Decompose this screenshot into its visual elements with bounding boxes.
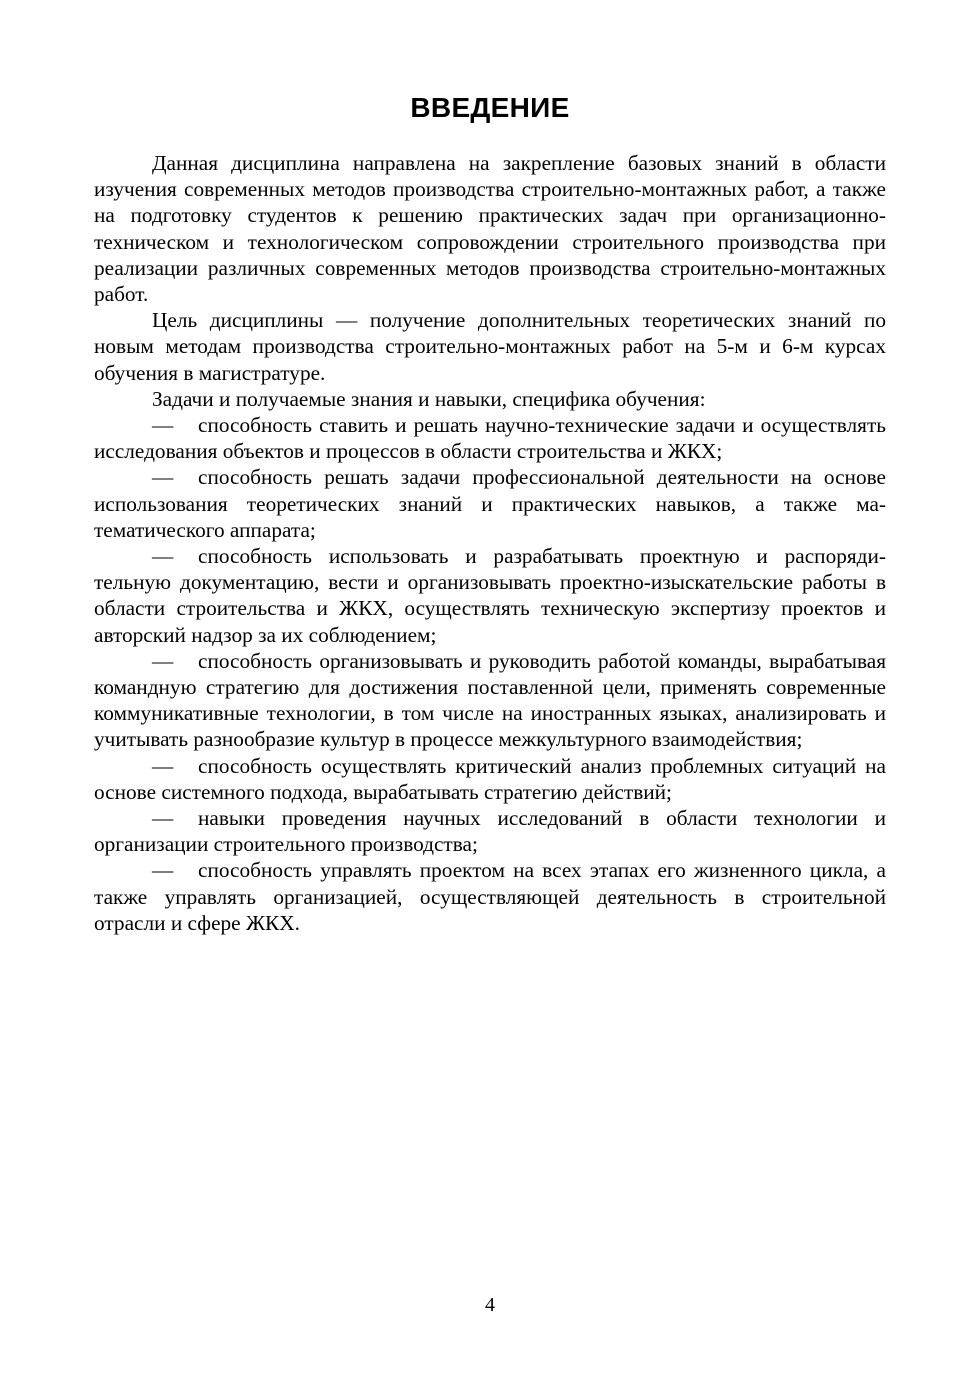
list-item-text: способность ставить и решать научно-технические задачи и осуществлять исследования объектов и процессов в области строительства и ЖКХ; (94, 413, 886, 464)
list-item-text: способность организовывать и руководить работой команды, вырабатывая командную стратегию для достижения поставленной цели, применять современные коммуникативные технологии, в том числе на иностранных языках, анализировать и учитывать разнообразие культур в процессе межкультурного взаимодействия; (94, 648, 886, 752)
list-item-text: способность решать задачи профессиональной деятельности на основе использования теоретических знаний и практических навыков, а также математического аппарата; (94, 465, 886, 542)
list-item-text: навыки проведения научных исследований в области технологии и организации строительного производства; (94, 806, 886, 857)
list-item (94, 857, 886, 936)
list-item (94, 805, 886, 857)
list-item-text: способность осуществлять критический анализ проблемных ситуаций на основе системного подхода, вырабатывать стратегию действий; (94, 753, 886, 804)
list-item (94, 412, 886, 464)
list-item (94, 543, 886, 648)
list-marker: — (152, 858, 174, 883)
document-page (94, 88, 886, 936)
list-item (94, 648, 886, 753)
page-title: ВВЕДЕНИЕ (410, 92, 570, 123)
list-item (94, 464, 886, 543)
list-marker: — (152, 413, 174, 438)
paragraph-intro: Данная дисциплина направлена на закрепление базовых знаний в области изучения современных методов производства строительно-монтажных работ, а также на подготовку студентов к решению практических задач при организационно-техническом и технологическом сопровождении строительного производства при реализации различных современных методов производства строительно-монтажных работ. (94, 151, 886, 307)
list-marker: — (152, 753, 174, 778)
list-marker: — (152, 806, 174, 831)
paragraph-goal: Цель дисциплины — получение дополнительных теоретических знаний по новым методам производства строительно-монтажных работ на 5-м и 6-м курсах обучения в магистратуре. (94, 308, 886, 385)
list-item-text: способность использовать и разрабатывать проектную и распорядительную документацию, вести и организовывать проектно-изыскательские работы в области строительства и ЖКХ, осуществлять техническую экспертизу проектов и авторский надзор за их соблюдением; (94, 544, 886, 647)
list-marker: — (152, 465, 174, 490)
list-marker: — (152, 544, 174, 569)
paragraph-tasks: Задачи и получаемые знания и навыки, специфика обучения: (152, 386, 706, 411)
list-item (94, 753, 886, 805)
page-number: 4 (485, 1294, 495, 1316)
list-marker: — (152, 648, 174, 673)
list-item-text: способность управлять проектом на всех этапах его жизненного цикла, а также управлять организацией, осуществляющей деятельность в строительной отрасли и сфере ЖКХ. (94, 858, 886, 935)
